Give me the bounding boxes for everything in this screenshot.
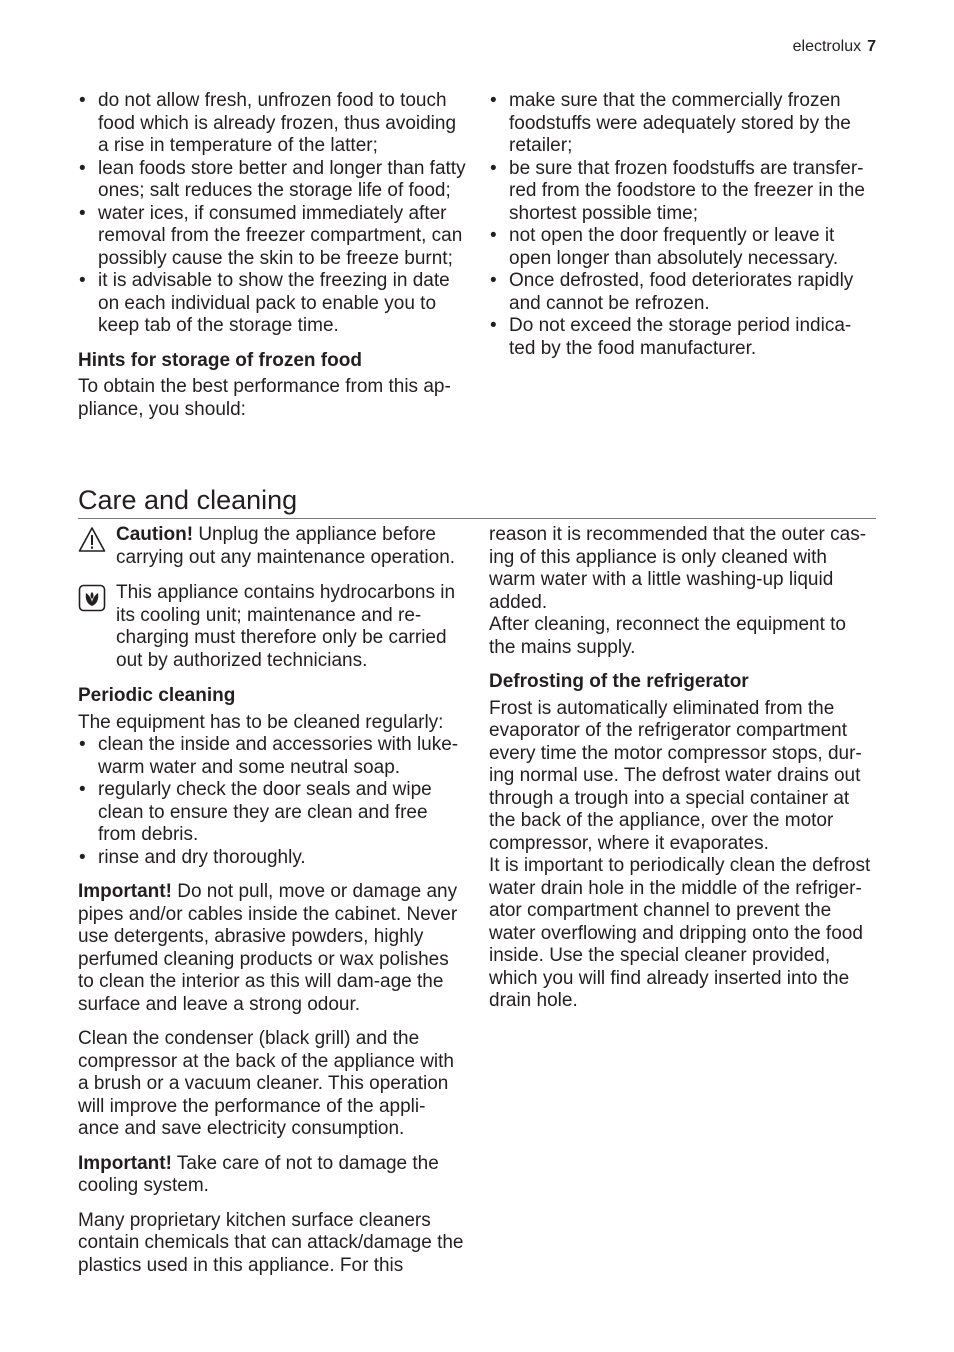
warning-triangle-icon: [78, 526, 106, 554]
defrosting-heading: Defrosting of the refrigerator: [489, 671, 749, 692]
defrost-paragraph-2: It is important to periodically clean the defrost water drain hole in the middle of the refriger-ator compartment channel to prevent the water overflowing and dripping onto the food inside. Use the special cleaner provided, which you will find already inserted into the drain hole.: [489, 855, 871, 1011]
hints-heading: Hints for storage of frozen food: [78, 349, 362, 371]
cleaners-text: Many proprietary kitchen surface cleaners contain chemicals that can attack/damage the plastics used in this appliance. For this: [78, 1209, 464, 1276]
list-item: • clean the inside and accessories with luke-warm water and some neutral soap.: [78, 734, 466, 779]
brand-name: electrolux: [792, 38, 862, 55]
periodic-cleaning-heading: Periodic cleaning: [78, 685, 236, 706]
section-title: Care and cleaning: [78, 484, 876, 519]
page-number: 7: [867, 38, 876, 55]
caution-label: Caution!: [116, 524, 194, 545]
page-header: [793, 38, 876, 56]
hints-intro: To obtain the best performance from this ap-pliance, you should:: [78, 376, 451, 420]
storage-hints-list: [489, 90, 877, 360]
list-item: • regularly check the door seals and wipe clean to ensure they are clean and free from debris.: [78, 779, 466, 847]
list-item: • make sure that the commercially frozen foodstuffs were adequately stored by the retailer;: [489, 90, 877, 158]
environment-leaf-icon: [78, 584, 106, 612]
important-note-1: Important! Do not pull, move or damage any pipes and/or cables inside the cabinet. Never use detergents, abrasive powders, highly perfumed cleaning products or wax polishes to clean the interior as this will dam-age the surface and leave a strong odour.: [78, 881, 458, 1015]
list-item: • do not allow fresh, unfrozen food to touch food which is already frozen, thus avoiding a rise in temperature of the latter;: [78, 90, 466, 158]
periodic-cleaning-list: [78, 734, 466, 869]
top-left-column: [78, 90, 466, 421]
list-item: • lean foods store better and longer than fatty ones; salt reduces the storage life of food;: [78, 158, 466, 203]
reconnect-text: After cleaning, reconnect the equipment to the mains supply.: [489, 614, 847, 658]
list-item: • it is advisable to show the freezing in date on each individual pack to enable you to keep tab of the storage time.: [78, 270, 466, 338]
hydrocarbon-note: [78, 582, 466, 672]
caution-note: [78, 524, 466, 569]
periodic-intro: The equipment has to be cleaned regularly:: [78, 711, 444, 733]
defrost-paragraph-1: Frost is automatically eliminated from the evaporator of the refrigerator compartment every time the motor compressor stops, dur-ing normal use. The defrost water drains out through a trough into a special container at the back of the appliance, over the motor compressor, where it evaporates.: [489, 697, 862, 854]
care-right-column: [489, 524, 877, 1013]
list-item: • not open the door frequently or leave it open longer than absolutely necessary.: [489, 225, 877, 270]
hydrocarbon-text: This appliance contains hydrocarbons in its cooling unit; maintenance and re-charging must therefore only be carried out by authorized technicians.: [116, 582, 456, 671]
list-item: • Do not exceed the storage period indica-ted by the food manufacturer.: [489, 315, 877, 360]
cleaners-text-continued: reason it is recommended that the outer cas-ing of this appliance is only cleaned with warm water with a little washing-up liquid added.: [489, 524, 867, 613]
caution-text: Unplug the appliance before carrying out any maintenance operation.: [116, 524, 456, 568]
important-label: Important!: [78, 1152, 172, 1174]
list-item: • be sure that frozen foodstuffs are transfer-red from the foodstore to the freezer in the shortest possible time;: [489, 158, 877, 226]
freezing-tips-list: [78, 90, 466, 338]
important-note-2: Important! Take care of not to damage the cooling system.: [78, 1152, 439, 1196]
care-left-column: [78, 524, 466, 1277]
important-label: Important!: [78, 881, 172, 902]
top-right-column: [489, 90, 877, 360]
condenser-text: Clean the condenser (black grill) and the compressor at the back of the appliance with a brush or a vacuum cleaner. This operation will improve the performance of the appli-ance and save electricity consumption.: [78, 1028, 454, 1139]
list-item: • rinse and dry thoroughly.: [78, 847, 466, 870]
list-item: • Once defrosted, food deteriorates rapidly and cannot be refrozen.: [489, 270, 877, 315]
list-item: • water ices, if consumed immediately after removal from the freezer compartment, can possibly cause the skin to be freeze burnt;: [78, 203, 466, 271]
